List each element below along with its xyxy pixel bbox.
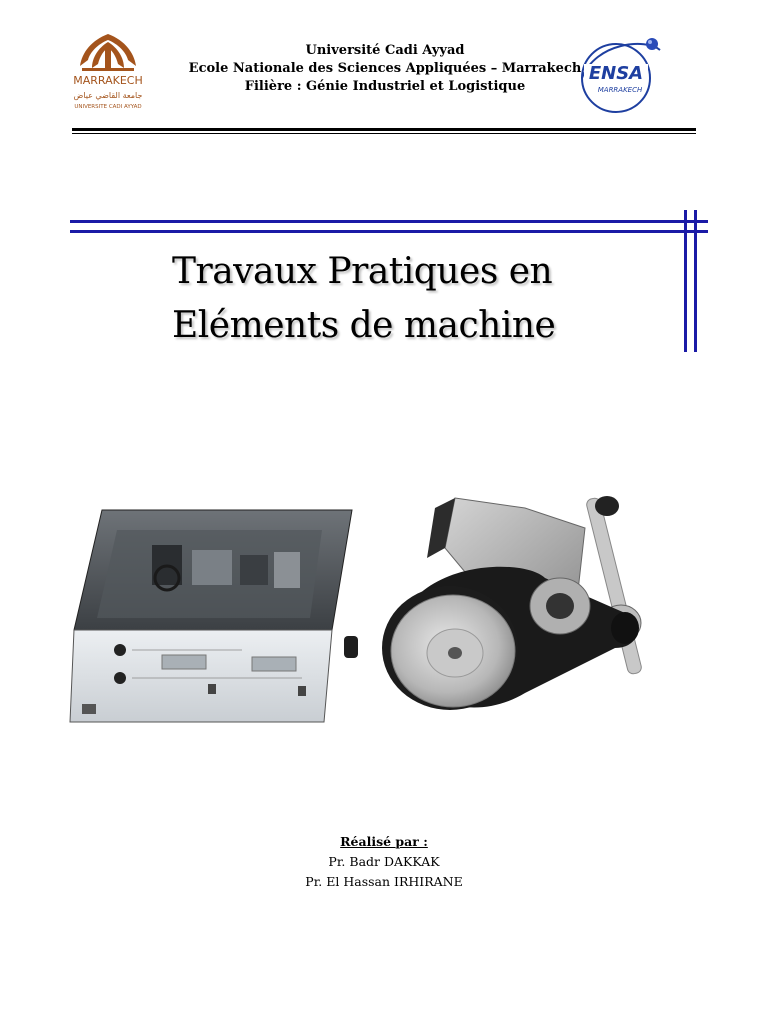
ensa-logo — [576, 32, 664, 116]
logo-left-text: MARRAKECH — [73, 74, 143, 87]
authors-block — [234, 832, 534, 892]
header-divider — [72, 128, 696, 134]
institution-block — [150, 42, 620, 96]
program-name: Filière : Génie Industriel et Logistique — [244, 79, 526, 94]
university-marrakech-logo — [72, 30, 144, 112]
ensa-logo-caption: MARRAKECH — [597, 86, 643, 94]
belt-pulley-assembly-image — [375, 488, 675, 723]
author-name: Pr. El Hassan IRHIRANE — [305, 874, 463, 889]
test-bench-machine-image — [62, 500, 372, 732]
document-title — [172, 245, 632, 353]
logo-left-arabic-text: جامعة القاضي عياض — [73, 91, 143, 100]
blue-rule-bottom — [70, 230, 708, 233]
logo-left-caption: UNIVERSITE CADI AYYAD — [74, 104, 142, 110]
ensa-logo-text: ENSA — [588, 63, 644, 84]
authors-heading: Réalisé par : — [340, 834, 428, 849]
title-line-2: Eléments de machine — [172, 305, 556, 346]
blue-rule-top — [70, 220, 708, 223]
author-name: Pr. Badr DAKKAK — [328, 854, 440, 869]
blue-rule-left — [684, 210, 687, 352]
school-name: Ecole Nationale des Sciences Appliquées – Marrakech — [188, 61, 582, 76]
title-line-1: Travaux Pratiques en — [172, 251, 553, 292]
blue-rule-right — [694, 210, 697, 352]
document-header — [0, 0, 768, 140]
university-name: Université Cadi Ayyad — [305, 43, 465, 58]
